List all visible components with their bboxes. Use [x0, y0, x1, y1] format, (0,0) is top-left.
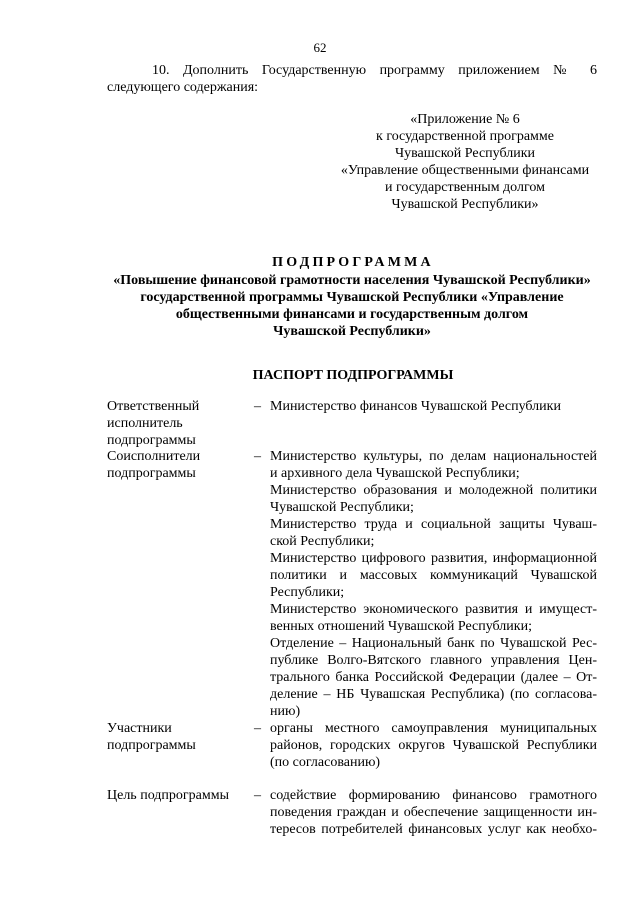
row-value-line: (по согласованию) [270, 755, 381, 770]
subprogram-title [107, 272, 597, 340]
row-value-line: органы местного самоуправления муниципальных [270, 721, 597, 736]
appendix-line: «Приложение № 6 [410, 112, 520, 127]
row-value [270, 448, 597, 720]
row-label-text: Ответственный исполнитель подпрограммы [107, 399, 200, 448]
subprogram-title-line: государственной программы Чувашской Республики «Управление [140, 290, 564, 305]
row-value-line: поведения граждан и обеспечение защищенности ин- [270, 805, 597, 820]
row-label [107, 398, 247, 449]
row-value [270, 720, 597, 771]
row-label-text: Соисполнители подпрограммы [107, 449, 201, 481]
row-value-line: нию) [270, 704, 301, 719]
row-dash: – [254, 449, 261, 464]
row-value-line: Республики; [270, 585, 345, 600]
page-number: 62 [313, 40, 327, 55]
row-value-line: Отделение – Национальный банк по Чувашской Рес- [270, 636, 597, 651]
row-value-line: трального банка Российской Федерации (далее – От- [270, 670, 597, 685]
row-value-line: Министерство цифрового развития, информационной [270, 551, 597, 566]
row-value [270, 398, 597, 415]
appendix-line: к государственной программе [376, 129, 554, 144]
row-value-line: тересов потребителей финансовых услуг как необхо- [270, 822, 597, 837]
row-value-line: и архивного дела Чувашской Республики; [270, 466, 520, 481]
row-dash: – [254, 788, 261, 803]
row-value-line: политики и массовых коммуникаций Чувашской [270, 568, 597, 583]
subprogram-title-line: Чувашской Республики» [273, 324, 431, 339]
row-value-line: районов, городских округов Чувашской Республики [270, 738, 597, 753]
row-label [107, 448, 247, 482]
row-label [107, 720, 247, 754]
row-value-line: ской Республики; [270, 534, 375, 549]
row-label [107, 787, 247, 804]
row-dash: – [254, 721, 261, 736]
appendix-line: «Управление общественными финансами [340, 163, 590, 178]
subprogram-title-line: «Повышение финансовой грамотности населения Чувашской Республики» [113, 273, 591, 288]
passport-title: ПАСПОРТ ПОДПРОГРАММЫ [252, 368, 454, 383]
intro-paragraph: 10. Дополнить Государственную программу приложением № 6 следующего содержания: [107, 63, 597, 95]
row-value-line: Чувашской Республики; [270, 500, 414, 515]
row-value-line: Министерство образования и молодежной политики [270, 483, 597, 498]
row-dash: – [254, 399, 261, 414]
row-label-text: Цель подпрограммы [107, 788, 229, 803]
row-value-line: содействие формированию финансово грамотного [270, 788, 597, 803]
row-value-line: Министерство культуры, по делам национальностей [270, 449, 597, 464]
appendix-line: и государственным долгом [385, 180, 545, 195]
appendix-line: Чувашской Республики [394, 146, 536, 161]
subprogram-heading: ПОДПРОГРАММА [272, 255, 434, 270]
row-label-text: Участники подпрограммы [107, 721, 196, 753]
row-value-line: деление – НБ Чувашская Республика) (по согласова- [270, 687, 597, 702]
row-value [270, 787, 597, 838]
row-value-line: венных отношений Чувашской Республики; [270, 619, 532, 634]
appendix-line: Чувашской Республики» [391, 197, 539, 212]
appendix-header [335, 111, 595, 213]
row-value-line: Министерство экономического развития и имущест- [270, 602, 597, 617]
row-value-line: публике Волго-Вятского главного управления Цен- [270, 653, 597, 668]
row-value-line: Министерство финансов Чувашской Республики [270, 399, 561, 414]
row-value-line: Министерство труда и социальной защиты Чуваш- [270, 517, 597, 532]
subprogram-title-line: общественными финансами и государственным долгом [175, 307, 529, 322]
